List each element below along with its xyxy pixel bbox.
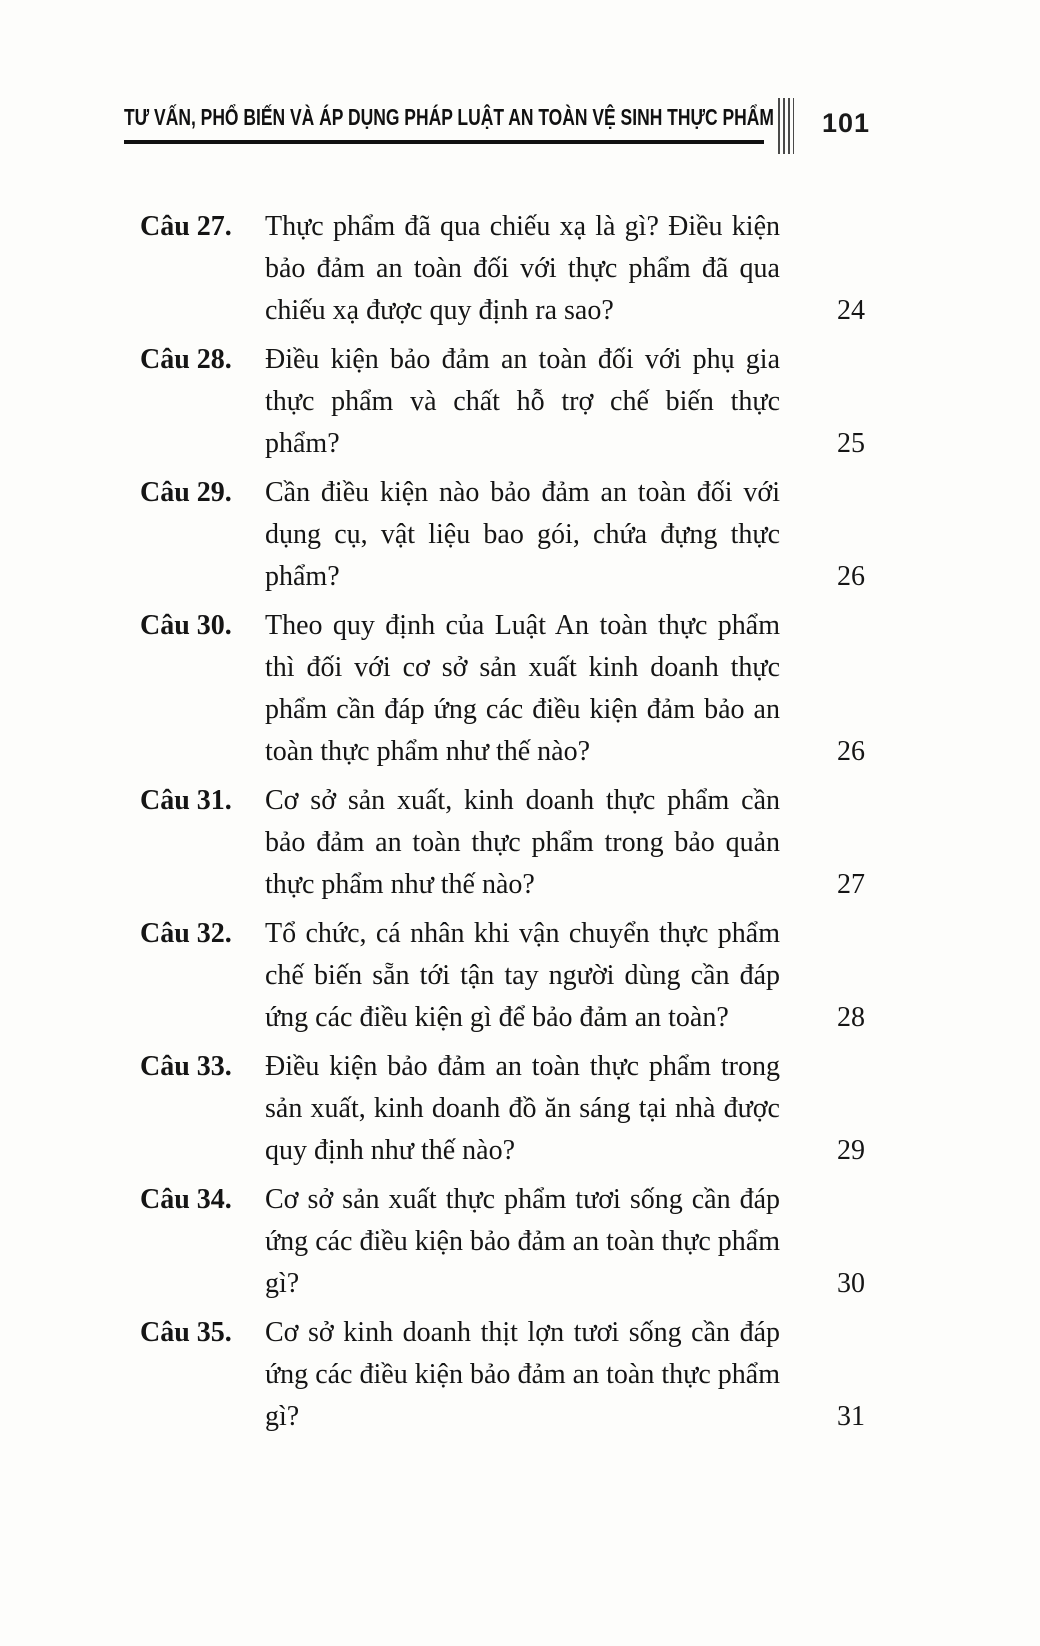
entry-label: Câu 28. [140, 344, 232, 375]
toc-entry [140, 780, 865, 906]
running-header [124, 104, 774, 144]
header-divider-marks-icon [778, 98, 794, 154]
entry-question-text: Điều kiện bảo đảm an toàn thực phẩm trong sản xuất, kinh doanh đồ ăn sáng tại nhà được quy định như thế nào? [265, 1051, 780, 1166]
entry-question-text: Cơ sở kinh doanh thịt lợn tươi sống cần đáp ứng các điều kiện bảo đảm an toàn thực phẩm gì? [265, 1317, 780, 1432]
entry-label: Câu 33. [140, 1051, 232, 1082]
entry-page-number: 28 [837, 1002, 865, 1033]
entry-page-number: 26 [837, 736, 865, 767]
table-of-contents [0, 154, 1040, 1438]
entry-label: Câu 30. [140, 610, 232, 641]
entry-label: Câu 27. [140, 211, 232, 242]
entry-page-number: 29 [837, 1135, 865, 1166]
entry-question-text: Tổ chức, cá nhân khi vận chuyển thực phẩm chế biến sẵn tới tận tay người dùng cần đáp ứng các điều kiện gì để bảo đảm an toàn? [265, 918, 780, 1033]
toc-entry [140, 1179, 865, 1305]
entry-page-number: 26 [837, 561, 865, 592]
entry-page-number: 30 [837, 1268, 865, 1299]
entry-label: Câu 31. [140, 785, 232, 816]
entry-page-number: 31 [837, 1401, 865, 1432]
toc-entry [140, 605, 865, 773]
entry-question-text: Cần điều kiện nào bảo đảm an toàn đối với dụng cụ, vật liệu bao gói, chứa đựng thực phẩm? [265, 477, 780, 592]
entry-question-text: Theo quy định của Luật An toàn thực phẩm thì đối với cơ sở sản xuất kinh doanh thực phẩm cần đáp ứng các điều kiện đảm bảo an toàn thực phẩm như thế nào? [265, 610, 780, 767]
toc-entry [140, 1312, 865, 1438]
toc-entry [140, 1046, 865, 1172]
toc-entry [140, 339, 865, 465]
entry-page-number: 27 [837, 869, 865, 900]
entry-question-text: Thực phẩm đã qua chiếu xạ là gì? Điều kiện bảo đảm an toàn đối với thực phẩm đã qua chiếu xạ được quy định ra sao? [265, 211, 780, 326]
entry-label: Câu 32. [140, 918, 232, 949]
running-header-text: TƯ VẤN, PHỔ BIẾN VÀ ÁP DỤNG PHÁP LUẬT AN TOÀN VỆ SINH THỰC PHẨM [124, 104, 774, 130]
page-number: 101 [821, 108, 870, 138]
toc-entry [140, 913, 865, 1039]
toc-entry [140, 472, 865, 598]
entry-question-text: Cơ sở sản xuất thực phẩm tươi sống cần đáp ứng các điều kiện bảo đảm an toàn thực phẩm gì? [265, 1184, 780, 1299]
entry-question-text: Điều kiện bảo đảm an toàn đối với phụ gia thực phẩm và chất hỗ trợ chế biến thực phẩm? [265, 344, 780, 459]
entry-label: Câu 29. [140, 477, 232, 508]
entry-label: Câu 35. [140, 1317, 232, 1348]
page-header [0, 0, 1040, 154]
entry-page-number: 24 [837, 295, 865, 326]
entry-label: Câu 34. [140, 1184, 232, 1215]
toc-entry [140, 206, 865, 332]
entry-question-text: Cơ sở sản xuất, kinh doanh thực phẩm cần bảo đảm an toàn thực phẩm trong bảo quản thực phẩm như thế nào? [265, 785, 780, 900]
entry-page-number: 25 [837, 428, 865, 459]
